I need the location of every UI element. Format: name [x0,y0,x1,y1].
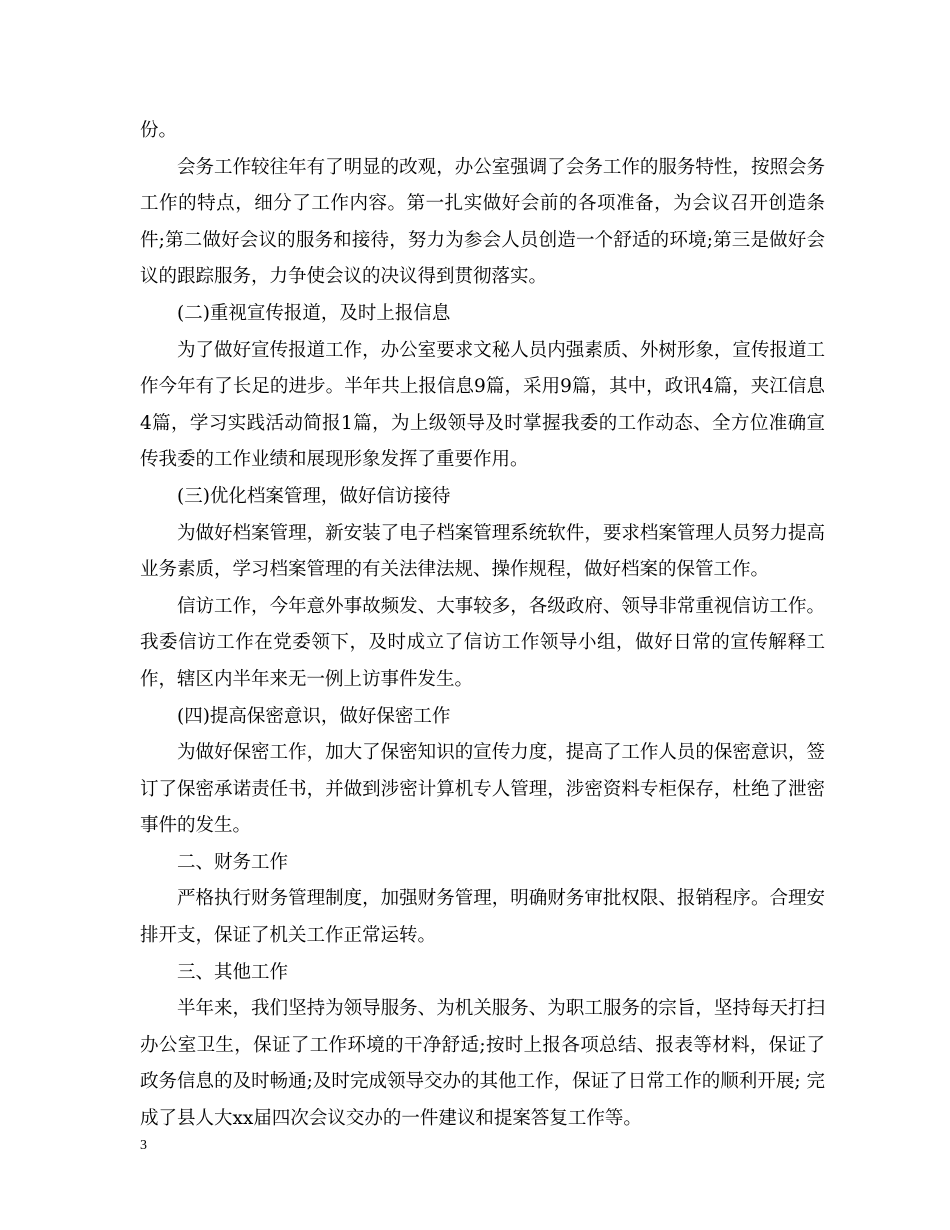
section-heading-finance: 二、财务工作 [177,851,289,873]
paragraph-13: 半年来，我们坚持为领导服务、为机关服务、为职工服务的宗旨，坚持每天打扫办公室卫生，保证了工作环境的干净舒适;按时上报各项总结、报表等材料，保证了政务信息的及时畅通;及时完成领导交办的其他工作，保证了日常工作的顺利开展; 完成了县人大xx届四次会议交办的一件建议和提案答复工作等。 [140,998,825,1130]
section-heading-publicity: (二)重视宣传报道，及时上报信息 [177,302,451,324]
paragraph-6: 为做好档案管理，新安装了电子档案管理系统软件，要求档案管理人员努力提高业务素质，学习档案管理的有关法律法规、操作规程，做好档案的保管工作。 [140,522,825,581]
paragraph-2: 会务工作较往年有了明显的改观，办公室强调了会务工作的服务特性，按照会务工作的特点，细分了工作内容。第一扎实做好会前的各项准备，为会议召开创造条件;第二做好会议的服务和接待，努力为参会人员创造一个舒适的环境;第三是做好会议的跟踪服务，力争使会议的决议得到贯彻落实。 [140,156,825,288]
page-number: 3 [140,1138,147,1153]
section-heading-confidentiality: (四)提高保密意识，做好保密工作 [177,705,451,727]
paragraph-1: 份。 [140,120,178,141]
section-heading-archives: (三)优化档案管理，做好信访接待 [177,485,451,507]
paragraph-7: 信访工作，今年意外事故频发、大事较多，各级政府、领导非常重视信访工作。我委信访工作在党委领下，及时成立了信访工作领导小组，做好日常的宣传解释工作，辖区内半年来无一例上访事件发生。 [140,595,825,690]
paragraph-9: 为做好保密工作，加大了保密知识的宣传力度，提高了工作人员的保密意识，签订了保密承诺责任书，并做到涉密计算机专人管理，涉密资料专柜保存，杜绝了泄密事件的发生。 [140,742,825,837]
document-body [140,113,825,1138]
paragraph-4: 为了做好宣传报道工作，办公室要求文秘人员内强素质、外树形象，宣传报道工作今年有了长足的进步。半年共上报信息9篇，采用9篇，其中，政讯4篇，夹江信息4篇，学习实践活动简报1篇，为上级领导及时掌握我委的工作动态、全方位准确宣传我委的工作业绩和展现形象发挥了重要作用。 [140,339,825,471]
section-heading-other-work: 三、其他工作 [177,961,289,983]
paragraph-11: 严格执行财务管理制度，加强财务管理，明确财务审批权限、报销程序。合理安排开支，保证了机关工作正常运转。 [140,888,825,947]
